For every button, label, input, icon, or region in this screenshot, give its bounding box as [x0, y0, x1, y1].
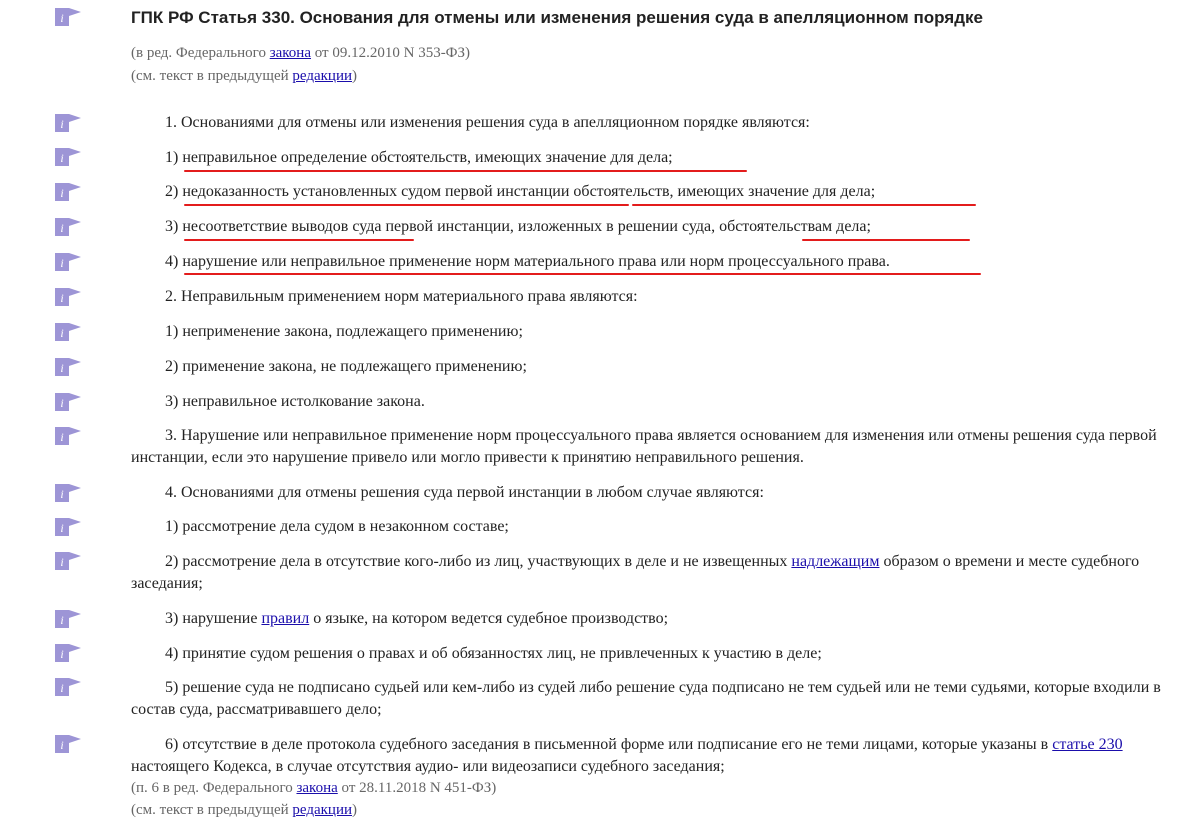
previous-edition-link[interactable]: редакции	[292, 68, 353, 84]
info-icon[interactable]	[55, 183, 81, 201]
paragraph-1-3: 3) несоответствие выводов суда первой инстанции, изложенных в решении суда, обстоятельствам дела;	[165, 218, 871, 235]
info-icon[interactable]	[55, 393, 81, 411]
paragraph-4-6	[131, 734, 1186, 778]
red-underline	[802, 239, 970, 241]
svg-text:i: i	[60, 487, 64, 501]
svg-text:i: i	[60, 613, 64, 627]
article-230-link[interactable]: статье 230	[1052, 736, 1123, 753]
svg-text:i: i	[60, 186, 64, 200]
info-icon[interactable]	[55, 678, 81, 696]
svg-text:i: i	[60, 430, 64, 444]
paragraph-3: 3. Нарушение или неправильное применение норм процессуального права является основанием для изменения или отмены решения суда первой инстанции, если это нарушение привело или могло привести к принятию неправильного решения.	[131, 427, 1157, 466]
info-icon[interactable]	[55, 323, 81, 341]
edition-note	[131, 45, 470, 62]
info-icon[interactable]	[55, 8, 81, 26]
paragraph-4-2	[131, 551, 1186, 595]
svg-text:i: i	[60, 647, 64, 661]
law-link[interactable]: закона	[269, 45, 311, 61]
info-icon[interactable]	[55, 610, 81, 628]
svg-text:i: i	[60, 256, 64, 270]
red-underline	[184, 239, 414, 241]
edition-note-text: (в ред. Федерального	[131, 45, 270, 61]
paragraph-2: 2. Неправильным применением норм материального права являются:	[165, 288, 638, 305]
paragraph-4-3-text: 3) нарушение	[165, 610, 262, 627]
amendment-note	[131, 780, 496, 797]
info-icon[interactable]	[55, 552, 81, 570]
paragraph-1-2: 2) недоказанность установленных судом первой инстанции обстоятельств, имеющих значение для дела;	[165, 183, 876, 200]
paragraph-4-3	[131, 608, 1186, 630]
info-icon[interactable]	[55, 735, 81, 753]
svg-text:i: i	[60, 555, 64, 569]
paragraph-1-1: 1) неправильное определение обстоятельств, имеющих значение для дела;	[165, 149, 673, 166]
paragraph-4-6-text: 6) отсутствие в деле протокола судебного заседания в письменной форме или подписание его не теми лицами, которые указаны в	[165, 736, 1053, 753]
info-icon[interactable]	[55, 288, 81, 306]
page-title: ГПК РФ Статья 330. Основания для отмены или изменения решения суда в апелляционном порядке	[131, 8, 983, 27]
previous-edition-text-2: (см. текст в предыдущей	[131, 802, 293, 818]
paragraph-1: 1. Основаниями для отмены или изменения решения суда в апелляционном порядке являются:	[165, 114, 810, 131]
svg-text:i: i	[60, 11, 64, 25]
red-underline	[184, 204, 629, 206]
paragraph-2-1: 1) неприменение закона, подлежащего применению;	[165, 323, 523, 340]
info-icon[interactable]	[55, 518, 81, 536]
red-underline	[184, 273, 981, 275]
info-icon[interactable]	[55, 218, 81, 236]
previous-edition-text: (см. текст в предыдущей	[131, 68, 293, 84]
law-link-2018[interactable]: закона	[296, 780, 338, 796]
svg-text:i: i	[60, 151, 64, 165]
paragraph-4-5: 5) решение суда не подписано судьей или кем-либо из судей либо решение суда подписано не тем судьей или не теми судьями, которые входили в состав суда, рассматривавшего дело;	[131, 679, 1161, 718]
previous-edition-text-end: )	[352, 68, 358, 84]
paragraph-4-2-text-end: образом о времени и месте судебного заседания;	[131, 553, 1140, 592]
svg-text:i: i	[60, 326, 64, 340]
paragraph-4-4: 4) принятие судом решения о правах и об обязанностях лиц, не привлеченных к участию в деле;	[165, 645, 822, 662]
info-icon[interactable]	[55, 427, 81, 445]
paragraph-4-3-text-end: о языке, на котором ведется судебное производство;	[309, 610, 669, 627]
previous-edition-link-2[interactable]: редакции	[292, 802, 353, 818]
svg-text:i: i	[60, 221, 64, 235]
info-icon[interactable]	[55, 148, 81, 166]
svg-text:i: i	[60, 738, 64, 752]
red-underline	[632, 204, 976, 206]
info-icon[interactable]	[55, 253, 81, 271]
svg-text:i: i	[60, 117, 64, 131]
proper-link[interactable]: надлежащим	[791, 553, 880, 570]
amendment-note-text: (п. 6 в ред. Федерального	[131, 780, 297, 796]
svg-text:i: i	[60, 681, 64, 695]
paragraph-1-4: 4) нарушение или неправильное применение норм материального права или норм процессуального права.	[165, 253, 890, 270]
info-icon[interactable]	[55, 484, 81, 502]
previous-edition-text-end-2: )	[352, 802, 358, 818]
amendment-note-text-end: от 28.11.2018 N 451-ФЗ)	[337, 780, 497, 796]
previous-edition-note-2	[131, 802, 357, 819]
info-icon[interactable]	[55, 114, 81, 132]
paragraph-4-6-text-end: настоящего Кодекса, в случае отсутствия аудио- или видеозаписи судебного заседания;	[131, 758, 725, 775]
info-icon[interactable]	[55, 358, 81, 376]
paragraph-2-2: 2) применение закона, не подлежащего применению;	[165, 358, 527, 375]
paragraph-4-2-text: 2) рассмотрение дела в отсутствие кого-либо из лиц, участвующих в деле и не извещенных	[165, 553, 792, 570]
rules-link[interactable]: правил	[261, 610, 310, 627]
svg-text:i: i	[60, 396, 64, 410]
edition-note-text-end: от 09.12.2010 N 353-ФЗ)	[311, 45, 471, 61]
svg-text:i: i	[60, 521, 64, 535]
paragraph-4: 4. Основаниями для отмены решения суда первой инстанции в любом случае являются:	[165, 484, 764, 501]
info-icon[interactable]	[55, 644, 81, 662]
svg-text:i: i	[60, 361, 64, 375]
paragraph-2-3: 3) неправильное истолкование закона.	[165, 393, 425, 410]
red-underline	[184, 170, 747, 172]
previous-edition-note	[131, 68, 357, 85]
paragraph-4-1: 1) рассмотрение дела судом в незаконном составе;	[165, 518, 509, 535]
svg-text:i: i	[60, 291, 64, 305]
